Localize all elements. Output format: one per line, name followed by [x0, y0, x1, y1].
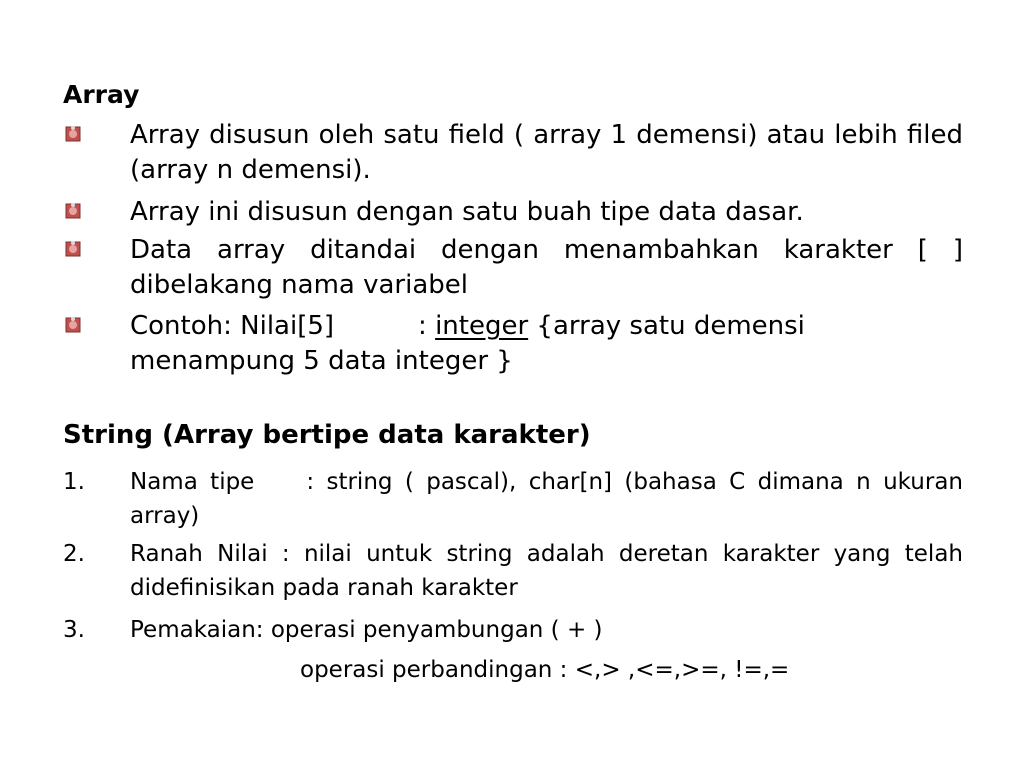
- continuation-line: operasi perbandingan : <,> ,<=,>=, !=,=: [300, 657, 790, 683]
- bullet-text: Data array ditandai dengan menambahkan karakter [ ] dibelakang nama variabel: [130, 235, 963, 300]
- item-label: Nama tipe: [130, 469, 255, 495]
- item-body: : nilai untuk string adalah deretan karakter yang telah didefinisikan pada ranah karakter: [130, 541, 963, 601]
- flower-bullet-icon: [63, 315, 83, 335]
- item-text: [130, 465, 963, 533]
- string-heading: String (Array bertipe data karakter): [63, 420, 591, 450]
- item-number: 1.: [63, 469, 85, 495]
- flower-bullet-icon: [63, 239, 83, 259]
- item-number: 3.: [63, 617, 85, 643]
- array-heading: Array: [63, 80, 140, 109]
- example-prefix: Contoh: Nilai[5]: [130, 311, 335, 341]
- item-label: Ranah Nilai: [130, 541, 268, 567]
- item-body: operasi penyambungan ( + ): [263, 617, 603, 643]
- example-type-word: integer: [435, 311, 529, 341]
- flower-bullet-icon: [63, 201, 83, 221]
- bullet-text: Array disusun oleh satu field ( array 1 demensi) atau lebih filed (array n demensi).: [130, 120, 963, 185]
- item-text: [130, 537, 963, 605]
- bullet-text: Array ini disusun dengan satu buah tipe data dasar.: [130, 197, 804, 227]
- item-number: 2.: [63, 541, 85, 567]
- bullet-text-example: [130, 309, 963, 379]
- item-text: [130, 613, 963, 647]
- flower-bullet-icon: [63, 124, 83, 144]
- item-label: Pemakaian:: [130, 617, 264, 643]
- item-body: : string ( pascal), char[n] (bahasa C dimana n ukuran array): [130, 469, 963, 529]
- example-colon: :: [418, 311, 436, 341]
- example-suffix: {array satu demensi menampung 5 data integer }: [130, 311, 805, 376]
